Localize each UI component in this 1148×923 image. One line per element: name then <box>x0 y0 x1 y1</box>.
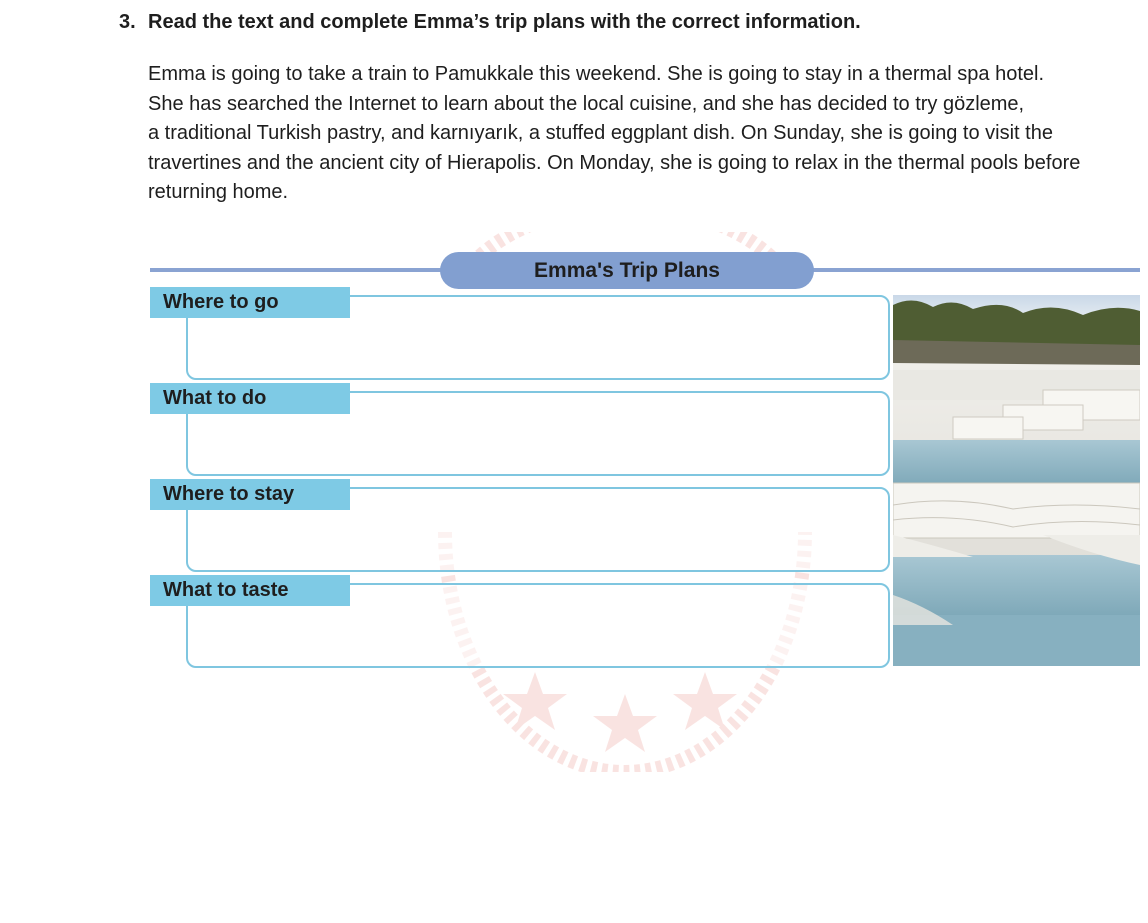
reading-passage <box>148 60 1138 208</box>
question-instruction: Read the text and complete Emma’s trip plans with the correct information. <box>148 11 861 33</box>
passage-line: She has searched the Internet to learn about the local cuisine, and she has decided to try gözleme, <box>148 92 1025 115</box>
passage-line: a traditional Turkish pastry, and karnıyarık, a stuffed eggplant dish. On Sunday, she is going to visit the <box>148 122 1053 144</box>
trip-plan-row-what-to-do <box>150 387 890 474</box>
passage-line: returning home. <box>148 181 289 203</box>
organizer-title: Emma's Trip Plans <box>440 252 814 289</box>
where-to-stay-label: Where to stay <box>150 479 350 510</box>
trip-plan-row-where-to-go <box>150 291 890 378</box>
pamukkale-travertines-photo <box>893 295 1140 666</box>
passage-line: travertines and the ancient city of Hierapolis. On Monday, she is going to relax in the thermal pools before <box>148 151 1081 174</box>
passage-line: Emma is going to take a train to Pamukkale this weekend. She is going to stay in a thermal spa hotel. <box>148 63 1045 85</box>
what-to-do-label: What to do <box>150 383 350 414</box>
what-to-taste-label: What to taste <box>150 575 350 606</box>
trip-plan-row-what-to-taste <box>150 579 890 666</box>
trip-plan-row-where-to-stay <box>150 483 890 570</box>
where-to-go-label: Where to go <box>150 287 350 318</box>
question-number: 3. <box>119 11 136 33</box>
